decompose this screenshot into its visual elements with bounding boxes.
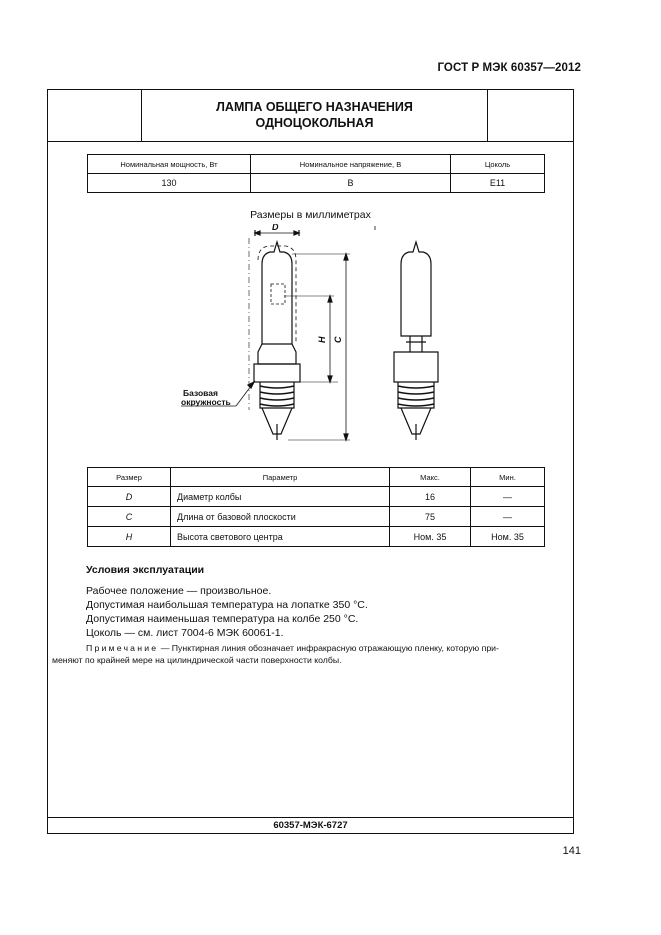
right-bulb-outline xyxy=(401,242,431,336)
dim-d-arrow-right xyxy=(294,231,299,235)
callout-label-line1: Базовая xyxy=(183,388,218,398)
header-power: Номинальная мощность, Вт xyxy=(88,155,251,174)
title-cell-right xyxy=(487,90,573,141)
row-parameter: Высота светового центра xyxy=(171,527,390,547)
dimensions-caption: Размеры в миллиметрах xyxy=(250,209,371,221)
left-base-shell xyxy=(260,382,294,408)
left-bulb-outline xyxy=(262,242,292,344)
right-thread xyxy=(398,386,434,406)
value-base: E11 xyxy=(451,174,545,193)
row-min: — xyxy=(471,487,545,507)
ratings-table xyxy=(87,154,545,193)
note-line2: меняют по крайней мере на цилиндрической части поверхности колбы. xyxy=(52,655,342,665)
row-min: — xyxy=(471,507,545,527)
header-parameter: Параметр xyxy=(171,468,390,487)
label-h: H xyxy=(317,336,327,343)
ir-film-dashed xyxy=(258,246,296,344)
table-row xyxy=(88,527,545,547)
condition-line: Рабочее положение — произвольное. xyxy=(86,585,272,597)
header-max: Макс. xyxy=(390,468,471,487)
callout-label-line2: окружность xyxy=(181,397,231,407)
dim-h-arrow-bottom xyxy=(328,376,332,382)
title-block xyxy=(48,90,573,142)
header-min: Мин. xyxy=(471,468,545,487)
title-cell-left xyxy=(48,90,142,141)
ratings-header-row xyxy=(88,155,545,174)
left-neck xyxy=(258,344,296,364)
sheet-title xyxy=(142,99,487,131)
sheet-title-line2: ОДНОЦОКОЛЬНАЯ xyxy=(255,116,374,130)
dim-c-arrow-top xyxy=(344,254,348,260)
dim-d-arrow-left xyxy=(255,231,260,235)
header-voltage: Номинальное напряжение, В xyxy=(251,155,451,174)
table-row xyxy=(88,507,545,527)
label-c: C xyxy=(333,336,343,343)
header-base: Цоколь xyxy=(451,155,545,174)
condition-line: Цоколь — см. лист 7004-6 МЭК 60061-1. xyxy=(86,627,284,639)
row-symbol: C xyxy=(88,507,171,527)
table-row xyxy=(88,487,545,507)
row-max: Ном. 35 xyxy=(390,527,471,547)
dims-header-row xyxy=(88,468,545,487)
conditions-list xyxy=(86,584,368,640)
filament-dashed xyxy=(271,284,285,304)
row-parameter: Диаметр колбы xyxy=(171,487,390,507)
page-number: 141 xyxy=(562,845,581,857)
dimensions-table xyxy=(87,467,545,547)
conditions-title: Условия эксплуатации xyxy=(86,564,205,576)
sheet-code: 60357-МЭК-6727 xyxy=(48,817,573,833)
dim-c-arrow-bottom xyxy=(344,434,348,440)
data-sheet-frame xyxy=(47,89,574,834)
standard-designation: ГОСТ Р МЭК 60357—2012 xyxy=(437,62,581,74)
dim-h-arrow-top xyxy=(328,296,332,302)
right-collar xyxy=(394,352,438,382)
row-min: Ном. 35 xyxy=(471,527,545,547)
row-parameter: Длина от базовой плоскости xyxy=(171,507,390,527)
row-max: 75 xyxy=(390,507,471,527)
right-base-shell xyxy=(398,382,434,408)
note-line1 xyxy=(52,642,559,654)
label-d: D xyxy=(272,224,279,232)
ratings-value-row xyxy=(88,174,545,193)
condition-line: Допустимая наименьшая температура на колбе 250 °С. xyxy=(86,613,359,625)
lamp-drawing xyxy=(48,224,573,460)
note-label: Примечание xyxy=(86,643,159,653)
note-block xyxy=(52,642,559,666)
row-max: 16 xyxy=(390,487,471,507)
header-size: Размер xyxy=(88,468,171,487)
note-text1: — Пунктирная линия обозначает инфракрасную отражающую пленку, которую при- xyxy=(158,643,499,653)
value-power: 130 xyxy=(88,174,251,193)
left-collar xyxy=(254,364,300,382)
row-symbol: D xyxy=(88,487,171,507)
sheet-title-line1: ЛАМПА ОБЩЕГО НАЗНАЧЕНИЯ xyxy=(216,100,413,114)
left-thread xyxy=(260,386,294,406)
value-voltage: В xyxy=(251,174,451,193)
condition-line: Допустимая наибольшая температура на лопатке 350 °С. xyxy=(86,599,368,611)
row-symbol: H xyxy=(88,527,171,547)
right-support-leads xyxy=(406,336,426,352)
